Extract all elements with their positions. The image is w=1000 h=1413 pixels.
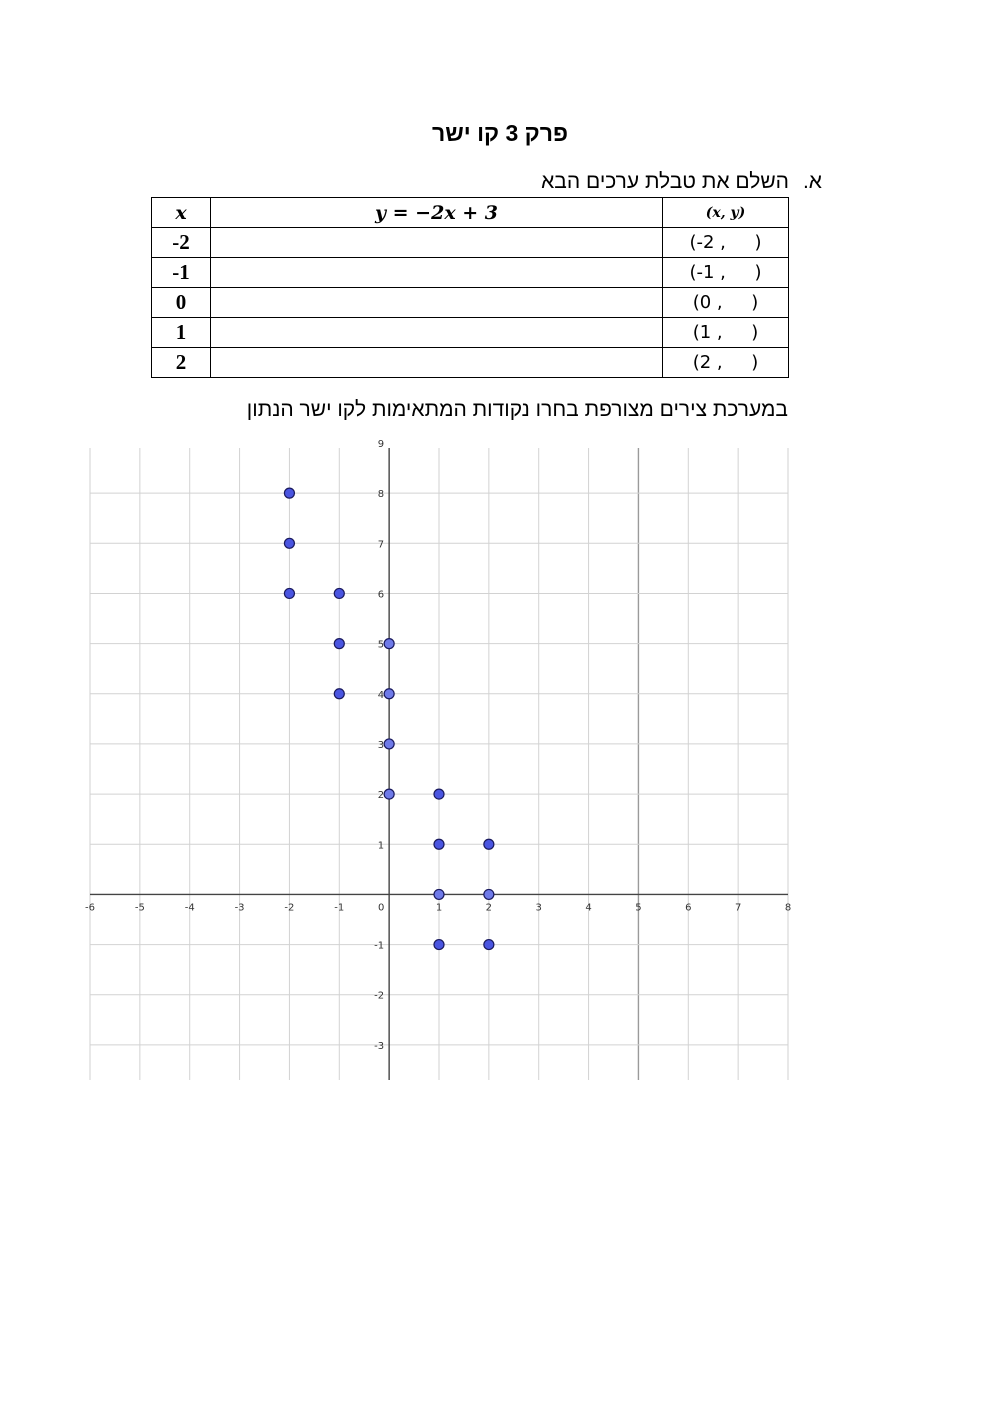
x-tick-label: -1: [334, 902, 345, 914]
y-tick-label: 2: [377, 790, 385, 802]
x-value: 1: [152, 318, 211, 348]
data-point: [334, 689, 344, 699]
instruction-b: במערכת צירים מצורפת בחרו נקודות המתאימות לקו ישר הנתון: [246, 398, 788, 421]
x-tick-label: 6: [685, 902, 692, 914]
instruction-a: [541, 170, 822, 194]
header-point: (x, y): [663, 198, 789, 228]
data-point: [484, 940, 494, 950]
data-point: [334, 588, 344, 598]
y-tick-label: 4: [377, 689, 385, 701]
table-row: [152, 258, 789, 288]
x-tick-label: 8: [784, 902, 792, 914]
data-point: [484, 839, 494, 849]
data-point: [434, 839, 444, 849]
y-tick-label: 5: [377, 639, 385, 651]
data-point: [334, 639, 344, 649]
page-title: פרק 3 קו ישר: [432, 120, 568, 146]
header-equation: y = −2x + 3: [211, 198, 663, 228]
y-answer-cell[interactable]: [211, 348, 663, 378]
y-answer-cell[interactable]: [211, 258, 663, 288]
x-tick-label: 3: [535, 902, 542, 914]
table-row: [152, 228, 789, 258]
y-tick-label: 7: [377, 539, 385, 551]
data-point: [384, 689, 394, 699]
data-point: [284, 488, 294, 498]
y-answer-cell[interactable]: [211, 228, 663, 258]
x-tick-label: -4: [184, 902, 195, 914]
data-point: [384, 639, 394, 649]
data-point: [434, 889, 444, 899]
point-cell[interactable]: (2 , ): [663, 348, 789, 378]
y-answer-cell[interactable]: [211, 318, 663, 348]
table-row: [152, 288, 789, 318]
y-tick-label: 6: [377, 589, 385, 601]
data-point: [434, 789, 444, 799]
x-tick-label: 2: [485, 902, 493, 914]
x-tick-label: -5: [134, 902, 145, 914]
header-x: x: [152, 198, 211, 228]
x-tick-label: 0: [377, 902, 385, 914]
data-point: [484, 889, 494, 899]
values-table: [151, 197, 789, 378]
x-value: 2: [152, 348, 211, 378]
data-point: [284, 588, 294, 598]
y-tick-label: 3: [377, 739, 385, 751]
x-tick-label: 1: [435, 902, 443, 914]
x-tick-label: 7: [734, 902, 742, 914]
coordinate-grid: [85, 438, 792, 1080]
y-answer-cell[interactable]: [211, 288, 663, 318]
data-point: [434, 940, 444, 950]
x-tick-label: -3: [234, 902, 245, 914]
data-point: [284, 538, 294, 548]
question-number: א.: [802, 170, 822, 193]
data-point: [384, 789, 394, 799]
x-tick-label: -6: [85, 902, 95, 914]
x-value: -1: [152, 258, 211, 288]
table-header-row: [152, 198, 789, 228]
x-tick-label: 5: [635, 902, 642, 914]
x-value: -2: [152, 228, 211, 258]
point-cell[interactable]: (0 , ): [663, 288, 789, 318]
y-tick-label: 9: [377, 438, 385, 450]
x-tick-label: -2: [284, 902, 295, 914]
y-tick-label: -2: [374, 990, 385, 1002]
data-point: [384, 739, 394, 749]
point-cell[interactable]: (-1 , ): [663, 258, 789, 288]
x-value: 0: [152, 288, 211, 318]
y-tick-label: -3: [374, 1040, 385, 1052]
point-cell[interactable]: (1 , ): [663, 318, 789, 348]
y-tick-label: -1: [374, 940, 385, 952]
table-row: [152, 348, 789, 378]
y-tick-label: 1: [377, 840, 385, 852]
point-cell[interactable]: (-2 , ): [663, 228, 789, 258]
x-tick-label: 4: [585, 902, 592, 914]
instruction-a-text: השלם את טבלת ערכים הבא: [541, 170, 789, 193]
table-row: [152, 318, 789, 348]
y-tick-label: 8: [377, 489, 385, 501]
